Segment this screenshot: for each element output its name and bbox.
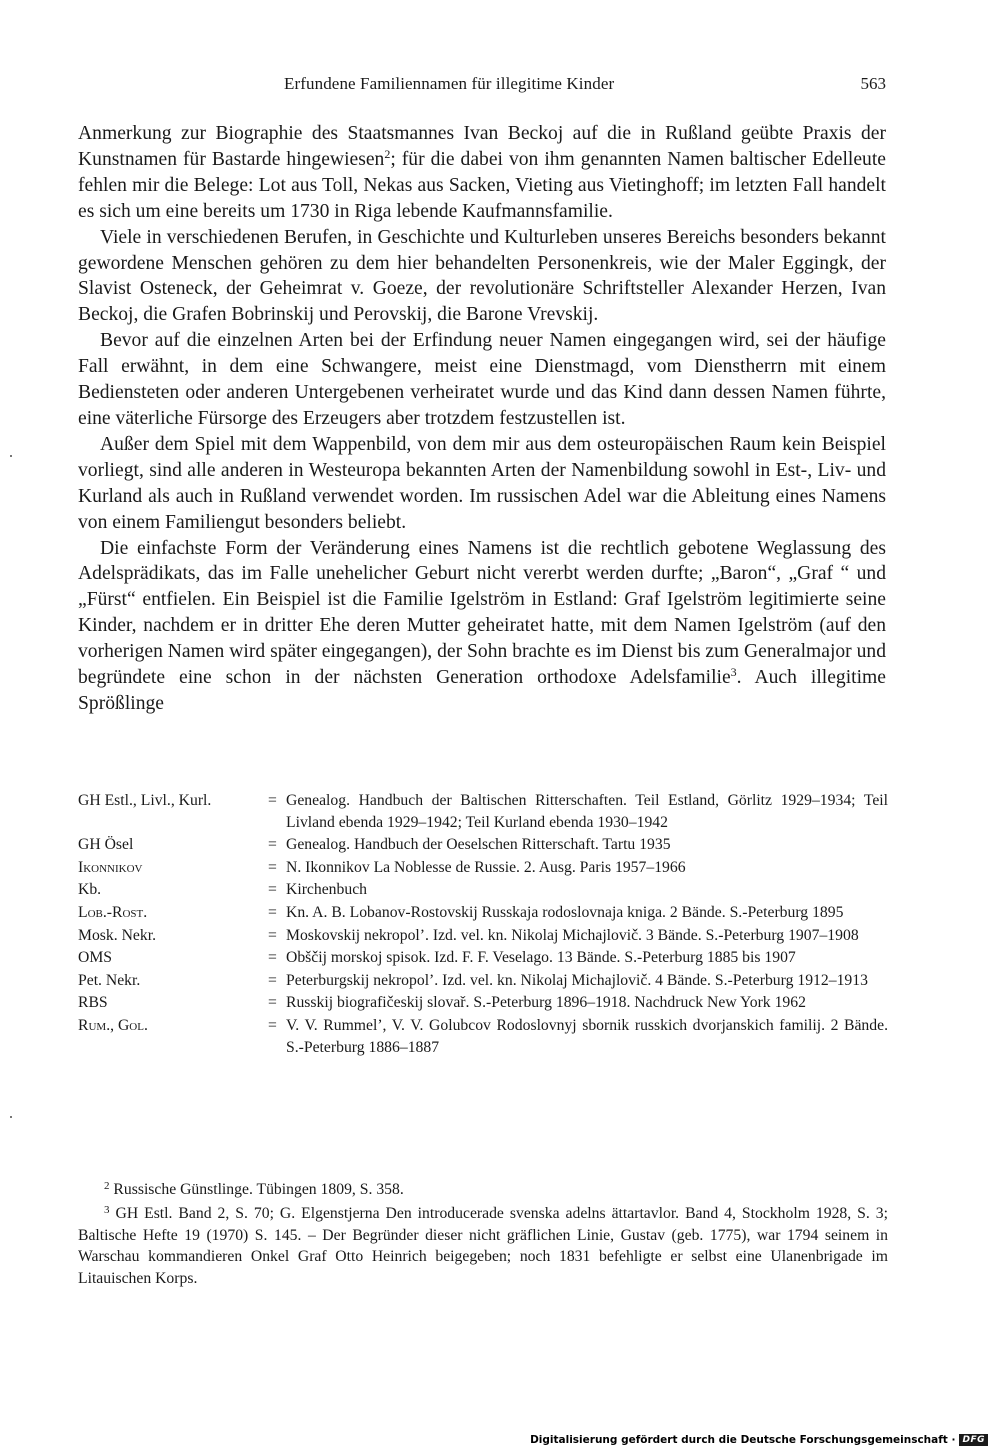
abbreviation-row bbox=[78, 925, 888, 947]
abbreviation-row bbox=[78, 970, 888, 992]
banner-text: Digitalisierung gefördert durch die Deutsche Forschungsgemeinschaft · bbox=[530, 1434, 956, 1446]
equals-sign: = bbox=[268, 903, 277, 921]
footnote-mark: 3 bbox=[104, 1204, 110, 1217]
equals-sign: = bbox=[268, 926, 277, 944]
page-number: 563 bbox=[860, 74, 886, 93]
paragraph-1: Anmerkung zur Biographie des Staatsmannes Ivan Beckoj auf die in Rußland geübte Praxis der Kunstnamen für Bastarde hingewiesen$^2$; für die dabei von ihm genannten Namen baltischer Edelleute fehlen mir die Belege: Lot aus Toll, Nekas aus Sacken, Vieting aus Vietinghoff; im letzten Fall handelt es sich um eine bereits um 1730 in Riga lebende Kaufmannsfamilie. bbox=[78, 123, 886, 222]
abbreviation-row bbox=[78, 1015, 888, 1058]
paragraph-2: Viele in verschiedenen Berufen, in Geschichte und Kulturleben unseres Bereichs besonders bekannt gewordene Menschen gehören zu dem hier behandelten Personenkreis, wie der Maler Eggingk, der Slavist Osteneck, der Geheimrat v. Goeze, der revolutionäre Schriftsteller Alexander Herzen, Ivan Beckoj, die Grafen Bobrinskij und Perovskij, die Barone Vrevskij. bbox=[78, 226, 886, 326]
abbreviation-row bbox=[78, 857, 888, 879]
abbreviation-key: Mosk. Nekr. bbox=[78, 926, 157, 944]
abbreviation-row bbox=[78, 992, 888, 1014]
footnote-3 bbox=[78, 1200, 888, 1289]
equals-sign: = bbox=[268, 994, 277, 1012]
abbreviation-key: Rum., Gol. bbox=[78, 1016, 148, 1034]
equals-sign: = bbox=[268, 792, 277, 809]
abbreviation-value: N. Ikonnikov La Noblesse de Russie. 2. Ausg. Paris 1957–1966 bbox=[286, 858, 686, 876]
abbreviation-key: RBS bbox=[78, 994, 108, 1012]
running-head bbox=[78, 74, 886, 98]
equals-sign: = bbox=[268, 1016, 277, 1034]
paragraph-4: Außer dem Spiel mit dem Wappenbild, von dem mir aus dem osteuropäischen Raum kein Beispiel vorliegt, sind alle anderen in Westeuropa bekannten Arten der Namenbildung sowohl in Est-, Liv- und Kurland als auch in Rußland verwendet worden. Im russischen Adel war die Ableitung eines Namens von einem Familiengut besonders beliebt. bbox=[78, 433, 886, 533]
equals-sign: = bbox=[268, 949, 277, 967]
abbreviation-key: Kb. bbox=[78, 881, 102, 899]
footnote-text: GH Estl. Band 2, S. 70; G. Elgenstjerna Den introducerade svenska adelns ättartavlor. Band 4, Stockholm 1928, S. 3; Baltische Hefte 19 (1970) S. 145. – Der Begründer dieser nicht gräflichen Linie, Gustav (geb. 1775), war 1794 seinem in Warschau kommandieren Onkel Graf Otto Heinrich beigegeben; noch 1831 befehligte er selbst eine Ulanenbrigade im Litauischen Korps. bbox=[78, 1205, 888, 1287]
equals-sign: = bbox=[268, 858, 277, 876]
paragraph-3: Bevor auf die einzelnen Arten bei der Erfindung neuer Namen eingegangen wird, sei der häufige Fall erwähnt, in dem eine Schwangere, meist eine Dienstmagd, vom Dienstherrn mit einem Bediensteten oder anderen Untergebenen verheiratet wurde und das Kind dann dessen Namen führte, eine väterliche Fürsorge des Erzeugers aber trotzdem festzustellen ist. bbox=[78, 330, 886, 429]
abbreviation-row bbox=[78, 834, 888, 856]
dfg-logo: DFG bbox=[959, 1434, 988, 1446]
abbreviation-row bbox=[78, 947, 888, 969]
abbreviation-row bbox=[78, 790, 888, 833]
footnotes bbox=[78, 1176, 888, 1289]
digitization-banner bbox=[530, 1432, 988, 1448]
abbreviation-value: Russkij biografičeskij slovař. S.-Peterburg 1896–1918. Nachdruck New York 1962 bbox=[286, 994, 806, 1012]
abbreviation-key: GH Estl., Livl., Kurl. bbox=[78, 792, 212, 809]
scan-speck bbox=[10, 1116, 12, 1118]
equals-sign: = bbox=[268, 836, 277, 854]
scan-speck bbox=[10, 455, 12, 457]
running-title: Erfundene Familiennamen für illegitime Kinder bbox=[284, 74, 615, 93]
abbreviation-value: Genealog. Handbuch der Baltischen Ritterschaften. Teil Estland, Görlitz 1929–1934; Teil Livland ebenda 1929–1942; Teil Kurland ebenda 1930–1942 bbox=[286, 792, 888, 831]
abbreviation-value: Peterburgskij nekropol’. Izd. vel. kn. Nikolaj Michajlovič. 4 Bände. S.-Peterburg 1912–1913 bbox=[286, 971, 868, 989]
abbreviation-value: Kirchenbuch bbox=[286, 881, 368, 899]
abbreviation-value: Obščij morskoj spisok. Izd. F. F. Veselago. 13 Bände. S.-Peterburg 1885 bis 1907 bbox=[286, 949, 796, 967]
abbreviation-key: OMS bbox=[78, 949, 113, 967]
body-text bbox=[78, 121, 886, 717]
abbreviation-key: Ikonnikov bbox=[78, 858, 143, 876]
abbreviation-value: Kn. A. B. Lobanov-Rostovskij Russkaja rodoslovnaja kniga. 2 Bände. S.-Peterburg 1895 bbox=[286, 903, 844, 921]
equals-sign: = bbox=[268, 971, 277, 989]
abbreviation-value: V. V. Rummel’, V. V. Golubcov Rodoslovnyj sbornik russkich dvorjanskich familij. 2 Bände. S.-Peterburg 1886–1887 bbox=[286, 1016, 888, 1056]
paragraph-5: Die einfachste Form der Veränderung eines Namens ist die rechtlich gebotene Weglassung des Adelsprädikats, das im Falle unehelicher Geburt nicht vererbt werden durfte; „Baron“, „Graf “ und „Fürst“ entfielen. Ein Beispiel ist die Familie Igelström in Estland: Graf Igelström legitimierte seine Kinder, nachdem er in dritter Ehe deren Mutter geheiratet hatte, mit dem Namen Igelström (auf den vorherigen Namen wird später eingegangen), der Sohn brachte es im Dienst bis zum Generalmajor und begründete eine schon in der nächsten Generation orthodoxe Adelsfamilie$^3$. Auch illegitime Sprößlinge bbox=[78, 537, 886, 714]
abbreviation-row bbox=[78, 879, 888, 901]
abbreviation-key: GH Ösel bbox=[78, 836, 134, 854]
abbreviation-value: Moskovskij nekropol’. Izd. vel. kn. Nikolaj Michajlovič. 3 Bände. S.-Peterburg 1907–1908 bbox=[286, 926, 859, 944]
equals-sign: = bbox=[268, 881, 277, 899]
footnote-ref-2: 2 bbox=[384, 146, 391, 161]
abbreviation-key: Lob.-Rost. bbox=[78, 903, 148, 921]
footnote-2 bbox=[78, 1176, 888, 1200]
footnote-text: Russische Günstlinge. Tübingen 1809, S. 358. bbox=[113, 1181, 404, 1198]
abbreviation-key: Pet. Nekr. bbox=[78, 971, 141, 989]
abbreviation-row bbox=[78, 902, 888, 924]
abbreviation-value: Genealog. Handbuch der Oeselschen Ritterschaft. Tartu 1935 bbox=[286, 836, 671, 854]
footnote-ref-3: 3 bbox=[730, 665, 737, 680]
abbreviation-table bbox=[78, 790, 888, 1059]
footnote-mark: 2 bbox=[104, 1180, 110, 1192]
